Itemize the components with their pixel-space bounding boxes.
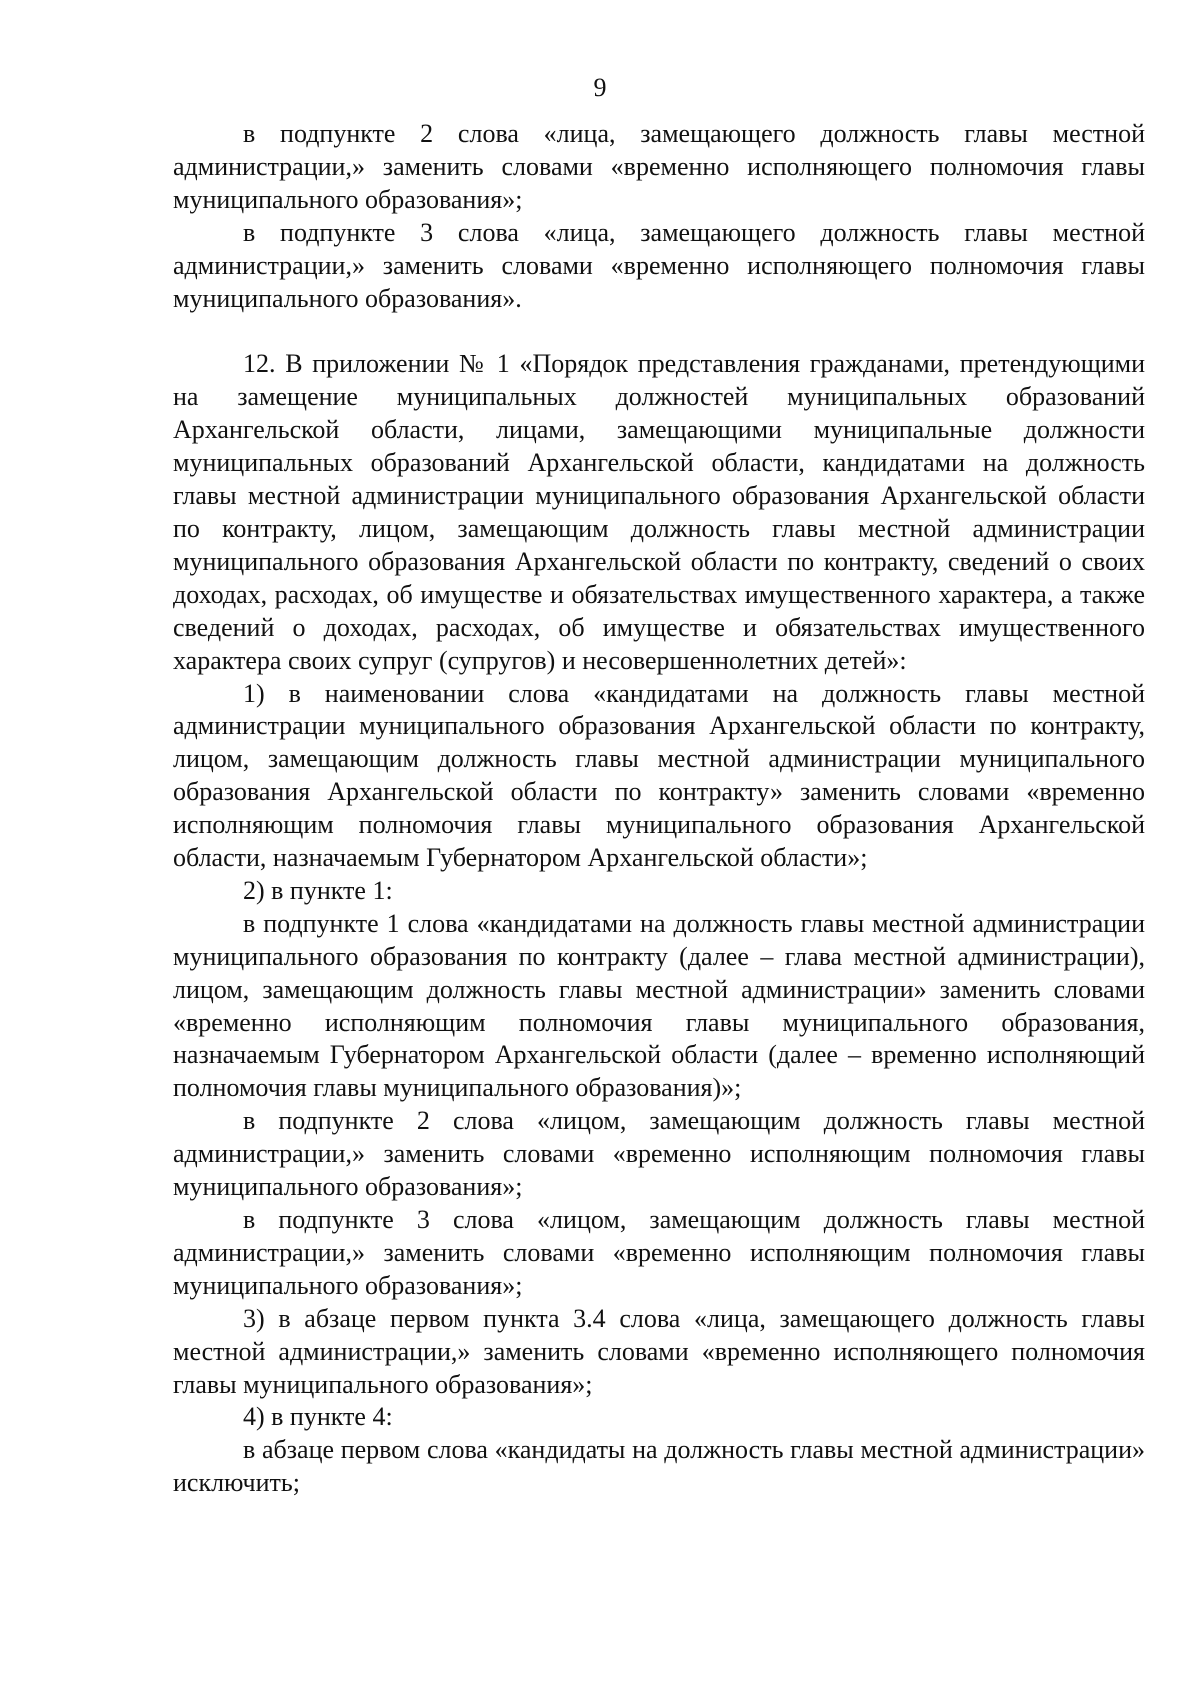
paragraph-item-12-2-subitem-2: в подпункте 2 слова «лицом, замещающим должность главы местной администрации,» заменить словами «временно исполняющим полномочия главы муниципального образования»;: [173, 1106, 1145, 1202]
paragraph-item-12-2-subitem-1: в подпункте 1 слова «кандидатами на должность главы местной администрации муниципального образования по контракту (далее – глава местной администрации), лицом, замещающим должность главы местной администрации» заменить словами «временно исполняющим полномочия главы муниципального образования, назначаемым Губернатором Архангельской области (далее – временно исполняющий полномочия главы муниципального образования)»;: [173, 908, 1145, 1103]
paragraph-subitem-3-persons: в подпункте 3 слова «лица, замещающего должность главы местной администрации,» заменить словами «временно исполняющего полномочия главы муниципального образования».: [173, 217, 1145, 313]
paragraph-item-12: 12. В приложении № 1 «Порядок представления гражданами, претендующими на замещение муниципальных должностей муниципальных образований Архангельской области, лицами, замещающими муниципальные должности муниципальных образований Архангельской области, кандидатами на должность главы местной администрации муниципального образования Архангельской области по контракту, лицом, замещающим должность главы местной администрации муниципального образования Архангельской области по контракту, сведений о своих доходах, расходах, об имуществе и обязательствах имущественного характера, а также сведений о доходах, расходах, об имуществе и обязательствах имущественного характера своих супруг (супругов) и несовершеннолетних детей»:: [173, 349, 1145, 675]
paragraph-item-12-1: 1) в наименовании слова «кандидатами на должность главы местной администрации муниципального образования Архангельской области по контракту, лицом, замещающим должность главы местной администрации муниципального образования Архангельской области по контракту» заменить словами «временно исполняющим полномочия главы муниципального образования Архангельской области, назначаемым Губернатором Архангельской области»;: [173, 678, 1145, 873]
paragraph-subitem-2-persons: в подпункте 2 слова «лица, замещающего должность главы местной администрации,» заменить словами «временно исполняющего полномочия главы муниципального образования»;: [173, 119, 1145, 214]
paragraph-item-12-2: 2) в пункте 1:: [243, 875, 393, 905]
paragraph-item-12-3: 3) в абзаце первом пункта 3.4 слова «лица, замещающего должность главы местной администрации,» заменить словами «временно исполняющего полномочия главы муниципального образования»;: [173, 1303, 1145, 1399]
paragraph-item-12-2-subitem-3: в подпункте 3 слова «лицом, замещающим должность главы местной администрации,» заменить словами «временно исполняющим полномочия главы муниципального образования»;: [173, 1205, 1145, 1300]
paragraph-item-12-4-first-subparagraph: в абзаце первом слова «кандидаты на должность главы местной администрации» исключить;: [173, 1435, 1145, 1498]
document-body: [173, 118, 1145, 1500]
page-number: 9: [593, 73, 607, 102]
paragraph-item-12-4: 4) в пункте 4:: [243, 1402, 393, 1432]
